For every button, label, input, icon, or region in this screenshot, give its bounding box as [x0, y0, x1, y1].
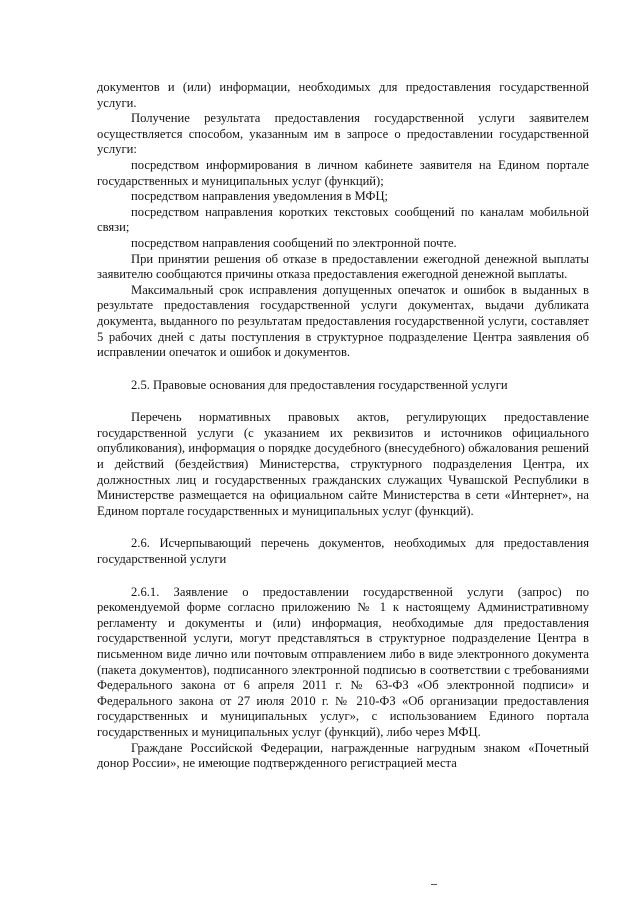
- section-heading-2-6: 2.6. Исчерпывающий перечень документов, необходимых для предоставления государственной услуги: [97, 536, 589, 567]
- paragraph-refusal: При принятии решения об отказе в предоставлении ежегодной денежной выплаты заявителю сообщаются причины отказа предоставления ежегодной денежной выплаты.: [97, 251, 589, 282]
- paragraph-correction-term: Максимальный срок исправления допущенных опечаток и ошибок в выданных в результате предоставления государственной услуги документах, выдачи дубликата документа, выданного по результатам предоставления государственной услуги, составляет 5 рабочих дней с даты поступления в структурное подразделение Центра заявления об исправлении опечаток и ошибок и документов.: [97, 282, 589, 360]
- page-footer-mark: [431, 884, 437, 885]
- list-item-mfc-notification: посредством направления уведомления в МФЦ;: [131, 189, 389, 204]
- list-item-email: посредством направления сообщений по электронной почте.: [131, 235, 457, 250]
- paragraph-result-delivery: Получение результата предоставления государственной услуги заявителем осуществляется способом, указанным им в запросе о предоставлении государственной услуги:: [97, 111, 589, 157]
- section-heading-2-5: 2.5. Правовые основания для предоставления государственной услуги: [131, 377, 508, 392]
- list-item-sms: посредством направления коротких текстовых сообщений по каналам мобильной связи;: [97, 204, 589, 235]
- paragraph-continuation: документов и (или) информации, необходимых для предоставления государственной услуги.: [97, 80, 589, 110]
- document-body: [97, 80, 589, 772]
- paragraph-legal-acts: Перечень нормативных правовых актов, регулирующих предоставление государственной услуги (с указанием их реквизитов и источников официального опубликования), информация о порядке досудебного (внесудебного) обжалования решений и действий (бездействия) Министерства, структурного подразделения Центра, их должностных лиц и государственных гражданских служащих Чувашской Республики в Министерстве размещается на официальном сайте Министерства в сети «Интернет», на Едином портале государственных и муниципальных услуг (функций).: [97, 410, 589, 518]
- list-item-personal-cabinet: посредством информирования в личном кабинете заявителя на Едином портале государственных и муниципальных услуг (функций);: [97, 157, 589, 188]
- paragraph-donors: Граждане Российской Федерации, награжденные нагрудным знаком «Почетный донор России», не имеющие подтвержденного регистрацией места: [97, 740, 589, 771]
- paragraph-2-6-1: 2.6.1. Заявление о предоставлении государственной услуги (запрос) по рекомендуемой форме согласно приложению № 1 к настоящему Административному регламенту и документы и (или) информация, необходимые для предоставления государственной услуги, могут представляться в структурное подразделение Центра в письменном виде лично или почтовым отправлением либо в виде электронного документа (пакета документов), подписанного электронной подписью в соответствии с требованиями Федерального закона от 6 апреля 2011 г. № 63-ФЗ «Об электронной подписи» и Федерального закона от 27 июля 2010 г. № 210-ФЗ «Об организации предоставления государственных и муниципальных услуг», с использованием Единого портала государственных и муниципальных услуг (функций), либо через МФЦ.: [97, 584, 589, 739]
